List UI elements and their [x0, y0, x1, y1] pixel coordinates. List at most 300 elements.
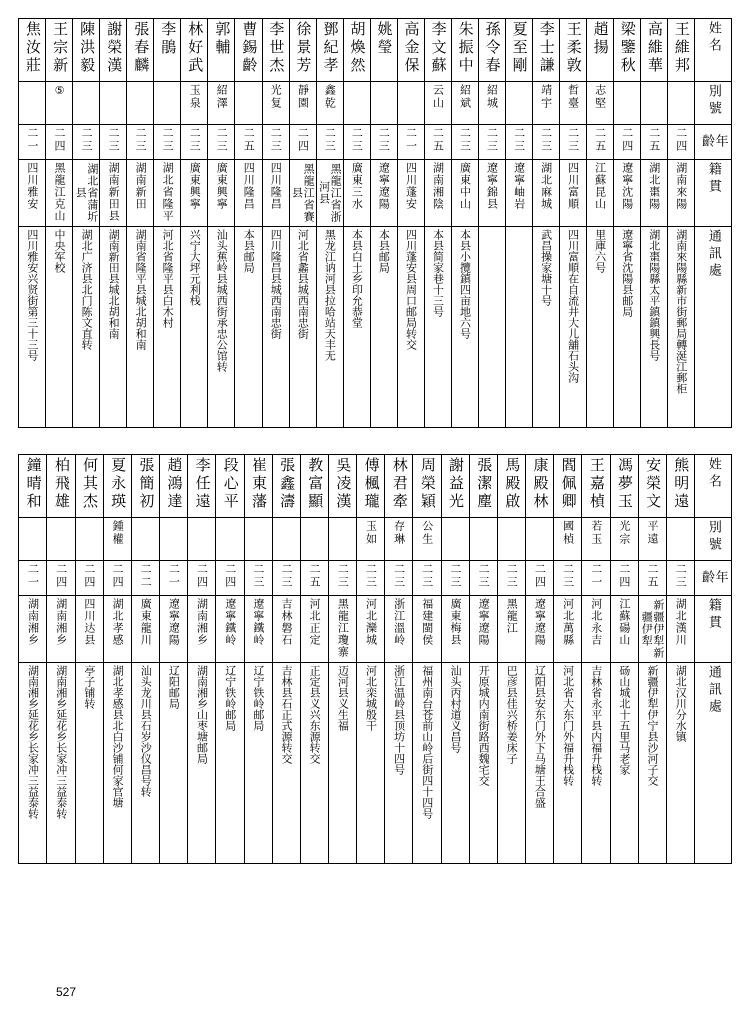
address-text: 里庫六号	[593, 229, 607, 273]
row-header-label: 年齡	[699, 569, 728, 587]
age-text: 二三	[364, 563, 378, 589]
row-header-age	[695, 125, 732, 160]
cell-native	[188, 596, 216, 663]
cell-age	[638, 561, 666, 596]
cell-address	[127, 227, 154, 428]
cell-alias	[75, 518, 103, 561]
name-text: 李士謙	[537, 21, 556, 75]
cell-name	[586, 19, 613, 82]
row-address	[19, 227, 732, 428]
cell-alias	[343, 82, 370, 125]
cell-address	[343, 227, 370, 428]
native-text: 湖北孝感	[111, 598, 125, 646]
row-header-alias	[695, 82, 732, 125]
age-text: 二三	[392, 563, 406, 589]
name-text: 曹錫齡	[240, 21, 259, 75]
cell-age	[100, 125, 127, 160]
native-text: 四川富順	[566, 162, 580, 210]
cell-address	[610, 663, 638, 864]
cell-name	[343, 19, 370, 82]
cell-address	[73, 227, 100, 428]
cell-age	[272, 561, 300, 596]
cell-name	[235, 19, 262, 82]
name-text: 謝益光	[447, 457, 466, 511]
age-text: 二三	[251, 563, 265, 589]
native-text: 四川隆昌	[242, 162, 256, 210]
alias-text: 光复	[269, 84, 283, 110]
cell-name	[638, 455, 666, 518]
cell-address	[478, 227, 505, 428]
native-text: 江蘇碭山	[617, 598, 631, 646]
cell-alias	[469, 518, 497, 561]
cell-alias	[582, 518, 610, 561]
native-text: 遼寧遼陽	[477, 598, 491, 646]
native-text: 湖南湘乡	[26, 598, 40, 646]
cell-name	[370, 19, 397, 82]
row-header-name	[695, 19, 732, 82]
cell-native	[554, 596, 582, 663]
cell-address	[397, 227, 424, 428]
cell-age	[19, 125, 46, 160]
cell-address	[505, 227, 532, 428]
cell-native	[497, 596, 525, 663]
cell-alias	[272, 518, 300, 561]
name-text: 周榮穎	[418, 457, 437, 511]
cell-name	[328, 455, 356, 518]
cell-age	[19, 561, 47, 596]
cell-age	[385, 561, 413, 596]
cell-age	[666, 561, 694, 596]
alias-text: 鑫乾	[323, 84, 337, 110]
name-text: 趙鴻達	[165, 457, 184, 511]
address-text: 河北省大东门外福升栈转	[561, 665, 575, 786]
age-text: 二四	[674, 127, 688, 153]
cell-age	[131, 561, 159, 596]
native-text: 遼寧遼陽	[377, 162, 391, 210]
alias-text: 若玉	[589, 520, 603, 546]
cell-native	[586, 160, 613, 227]
cell-alias	[497, 518, 525, 561]
native-text: 吉林磐石	[280, 598, 294, 646]
cell-native	[289, 160, 316, 227]
cell-name	[289, 19, 316, 82]
cell-age	[103, 561, 131, 596]
cell-name	[554, 455, 582, 518]
address-text: 河北栾城殷干	[364, 665, 378, 731]
cell-native	[127, 160, 154, 227]
cell-native	[667, 160, 694, 227]
address-text: 吉林县石正式源转交	[280, 665, 294, 764]
address-text: 中央军校	[53, 229, 67, 273]
alias-text: 光宗	[617, 520, 631, 546]
row-header-label: 別號	[705, 520, 721, 554]
address-text: 湖南湘乡山枣塘邮局	[195, 665, 209, 764]
age-text: 二五	[242, 127, 256, 153]
cell-address	[316, 227, 343, 428]
cell-address	[497, 663, 525, 864]
cell-age	[208, 125, 235, 160]
cell-native	[469, 596, 497, 663]
cell-name	[131, 455, 159, 518]
name-text: 教富顯	[306, 457, 325, 511]
name-text: 鐘晴和	[24, 457, 43, 511]
cell-name	[505, 19, 532, 82]
native-text: 福建閩侯	[420, 598, 434, 646]
age-text: 二三	[561, 563, 575, 589]
cell-address	[441, 663, 469, 864]
cell-alias	[188, 518, 216, 561]
native-text: 黑龍江瓊寨	[336, 598, 350, 658]
records-table-upper	[18, 18, 732, 428]
native-text: 江蘇昆山	[593, 162, 607, 210]
native-text: 廣東龍川	[139, 598, 153, 646]
name-text: 夏至剛	[510, 21, 529, 75]
cell-name	[262, 19, 289, 82]
cell-address	[75, 663, 103, 864]
name-text: 張春麟	[132, 21, 151, 75]
age-text: 二三	[420, 563, 434, 589]
alias-text: ⑤	[53, 84, 67, 99]
cell-name	[640, 19, 667, 82]
name-text: 柏飛雄	[52, 457, 71, 511]
native-text: 湖北麻城	[539, 162, 553, 210]
cell-alias	[328, 518, 356, 561]
cell-alias	[181, 82, 208, 125]
cell-alias	[451, 82, 478, 125]
cell-age	[357, 561, 385, 596]
address-text: 湖北棗陽縣太平鎮鎮興長号	[647, 229, 661, 361]
cell-age	[478, 125, 505, 160]
cell-alias	[667, 82, 694, 125]
cell-name	[385, 455, 413, 518]
cell-alias	[300, 518, 328, 561]
cell-address	[451, 227, 478, 428]
cell-name	[216, 455, 244, 518]
cell-native	[100, 160, 127, 227]
alias-text: 紹澤	[215, 84, 229, 110]
cell-native	[505, 160, 532, 227]
native-text: 遼寧遼陽	[167, 598, 181, 646]
cell-address	[100, 227, 127, 428]
cell-alias	[640, 82, 667, 125]
name-text: 趙揚	[591, 21, 610, 57]
age-text: 二三	[674, 563, 688, 589]
cell-name	[300, 455, 328, 518]
cell-age	[262, 125, 289, 160]
name-text: 馮夢玉	[615, 457, 634, 511]
alias-text: 云山	[431, 84, 445, 110]
native-text: 河北萬縣	[561, 598, 575, 646]
cell-address	[667, 227, 694, 428]
address-text: 福州南台苍前山岭后街四十四号	[420, 665, 434, 819]
native-text: 河北永吉	[589, 598, 603, 646]
row-name	[19, 19, 732, 82]
address-text: 辽阳县安东门外下马塘王合盛	[533, 665, 547, 808]
cell-alias	[262, 82, 289, 125]
cell-alias	[127, 82, 154, 125]
cell-native	[47, 596, 75, 663]
address-text: 湖南來陽縣新市街郵局轉涎江郵柜	[674, 229, 688, 394]
name-text: 高維華	[645, 21, 664, 75]
name-text: 林好武	[186, 21, 205, 75]
age-text: 二一	[26, 563, 40, 589]
native-text: 黑龍江克山	[53, 162, 67, 222]
name-text: 王嘉楨	[587, 457, 606, 511]
cell-alias	[397, 82, 424, 125]
cell-address	[526, 663, 554, 864]
cell-address	[582, 663, 610, 864]
age-text: 二四	[296, 127, 310, 153]
cell-name	[154, 19, 181, 82]
cell-age	[469, 561, 497, 596]
row-header-label: 通訊處	[705, 665, 721, 716]
cell-native	[272, 596, 300, 663]
address-text: 遼寧省沈陽县邮局	[620, 229, 634, 317]
address-text: 巴彦县佳兴桥姜床子	[505, 665, 519, 764]
native-text: 遼寧遼陽	[533, 598, 547, 646]
address-text: 新疆伊犁伊宁县沙河子交	[646, 665, 660, 786]
name-text: 李文蘇	[429, 21, 448, 75]
native-text: 廣東中山	[458, 162, 472, 210]
cell-age	[610, 561, 638, 596]
native-text: 湖南湘乡	[54, 598, 68, 646]
name-text: 徐景芳	[294, 21, 313, 75]
cell-address	[469, 663, 497, 864]
cell-alias	[638, 518, 666, 561]
cell-alias	[216, 518, 244, 561]
cell-name	[160, 455, 188, 518]
age-text: 二三	[448, 563, 462, 589]
cell-age	[181, 125, 208, 160]
address-text: 开原城内南街路西魏宅交	[477, 665, 491, 786]
cell-native	[46, 160, 73, 227]
age-text: 二三	[458, 127, 472, 153]
cell-name	[666, 455, 694, 518]
cell-native	[181, 160, 208, 227]
name-text: 梁鑒秋	[618, 21, 637, 75]
age-text: 二一	[25, 127, 39, 153]
row-native	[19, 160, 732, 227]
cell-address	[357, 663, 385, 864]
cell-age	[667, 125, 694, 160]
cell-age	[188, 561, 216, 596]
cell-age	[316, 125, 343, 160]
alias-text: 靜園	[296, 84, 310, 110]
cell-native	[328, 596, 356, 663]
cell-address	[181, 227, 208, 428]
cell-native	[160, 596, 188, 663]
cell-alias	[160, 518, 188, 561]
age-text: 二四	[82, 563, 96, 589]
native-text: 湖南新田县	[107, 162, 121, 222]
cell-age	[424, 125, 451, 160]
row-address	[19, 663, 732, 864]
row-header-label: 年齡	[699, 133, 728, 151]
address-text: 湖南新田县城北胡和南	[107, 229, 121, 339]
cell-age	[47, 561, 75, 596]
cell-name	[127, 19, 154, 82]
cell-native	[103, 596, 131, 663]
cell-name	[610, 455, 638, 518]
native-text: 湖南來陽	[674, 162, 688, 210]
cell-age	[73, 125, 100, 160]
address-text: 辽宁铁岭邮局	[223, 665, 237, 731]
address-text: 湖南省隆平县城北胡和南	[134, 229, 148, 350]
native-text: 廣東梅县	[448, 598, 462, 646]
cell-native	[613, 160, 640, 227]
row-header-label: 籍貫	[705, 598, 721, 632]
alias-text: 紹城	[485, 84, 499, 110]
cell-address	[19, 663, 47, 864]
cell-name	[424, 19, 451, 82]
address-text: 四川富順在自流井大儿舖石头沟	[566, 229, 580, 383]
cell-address	[586, 227, 613, 428]
cell-address	[640, 227, 667, 428]
address-text: 黑龙江讷河县拉哈站天丰无	[323, 229, 337, 361]
cell-age	[300, 561, 328, 596]
cell-native	[478, 160, 505, 227]
row-header-label: 姓名	[705, 457, 721, 491]
cell-native	[370, 160, 397, 227]
cell-native	[451, 160, 478, 227]
name-text: 鄧紀孝	[321, 21, 340, 75]
address-text: 河北省隆平县白木村	[161, 229, 175, 328]
cell-address	[272, 663, 300, 864]
cell-address	[666, 663, 694, 864]
name-text: 高金保	[402, 21, 421, 75]
age-text: 二三	[512, 127, 526, 153]
address-text: 四川蓬安县周口邮局转交	[404, 229, 418, 350]
native-text: 四川雅安	[25, 162, 39, 210]
cell-age	[75, 561, 103, 596]
address-text: 本县小攬鎮四亩地六号	[458, 229, 472, 339]
alias-text: 哲臺	[566, 84, 580, 110]
cell-name	[413, 455, 441, 518]
address-text: 本县邮局	[377, 229, 391, 273]
name-text: 李任遠	[193, 457, 212, 511]
cell-address	[244, 663, 272, 864]
cell-age	[613, 125, 640, 160]
cell-name	[100, 19, 127, 82]
age-text: 二五	[431, 127, 445, 153]
cell-name	[582, 455, 610, 518]
native-text: 湖北漢川	[674, 598, 688, 646]
cell-alias	[289, 82, 316, 125]
cell-address	[385, 663, 413, 864]
age-text: 二三	[215, 127, 229, 153]
native-text: 湖南湘陰	[431, 162, 445, 210]
row-header-native	[695, 160, 732, 227]
age-text: 二三	[188, 127, 202, 153]
row-header-address	[695, 227, 732, 428]
age-text: 二三	[134, 127, 148, 153]
native-text: 湖南新田	[134, 162, 148, 210]
cell-name	[451, 19, 478, 82]
alias-text: 玉如	[364, 520, 378, 546]
cell-native	[235, 160, 262, 227]
row-name	[19, 455, 732, 518]
page-number: 527	[56, 985, 77, 999]
age-text: 二四	[223, 563, 237, 589]
cell-name	[19, 19, 46, 82]
cell-age	[127, 125, 154, 160]
cell-address	[216, 663, 244, 864]
name-text: 郭輔	[213, 21, 232, 57]
cell-native	[19, 596, 47, 663]
cell-name	[244, 455, 272, 518]
age-text: 二四	[195, 563, 209, 589]
age-text: 二三	[269, 127, 283, 153]
address-text: 迈河县义生福	[336, 665, 350, 731]
cell-alias	[208, 82, 235, 125]
cell-alias	[244, 518, 272, 561]
cell-native	[154, 160, 181, 227]
row-header-native	[695, 596, 732, 663]
native-text: 河北正定	[308, 598, 322, 646]
cell-address	[47, 663, 75, 864]
alias-text: 志堅	[593, 84, 607, 110]
cell-age	[160, 561, 188, 596]
address-text: 辽阳邮局	[167, 665, 181, 709]
cell-address	[328, 663, 356, 864]
cell-name	[532, 19, 559, 82]
row-header-label: 通訊處	[705, 229, 721, 280]
address-text: 亭子铺转	[82, 665, 96, 709]
age-text: 二四	[533, 563, 547, 589]
age-text: 二三	[539, 127, 553, 153]
row-alias	[19, 518, 732, 561]
age-text: 二五	[308, 563, 322, 589]
age-text: 二五	[593, 127, 607, 153]
row-header-label: 籍貫	[705, 162, 721, 196]
cell-alias	[19, 82, 46, 125]
alias-text: 公生	[420, 520, 434, 546]
address-text: 本县邮局	[242, 229, 256, 273]
cell-address	[160, 663, 188, 864]
address-text: 兴宁大坪元利栈	[188, 229, 202, 306]
age-text: 二三	[80, 127, 94, 153]
cell-name	[441, 455, 469, 518]
cell-address	[413, 663, 441, 864]
age-text: 二四	[620, 127, 634, 153]
cell-native	[300, 596, 328, 663]
cell-address	[613, 227, 640, 428]
name-text: 康殿林	[531, 457, 550, 511]
cell-name	[75, 455, 103, 518]
cell-age	[235, 125, 262, 160]
name-text: 王宗新	[51, 21, 70, 75]
cell-alias	[316, 82, 343, 125]
cell-age	[526, 561, 554, 596]
cell-native	[441, 596, 469, 663]
cell-age	[343, 125, 370, 160]
cell-native	[424, 160, 451, 227]
cell-name	[19, 455, 47, 518]
native-text: 遼寧鐵岭	[223, 598, 237, 646]
native-text: 浙江溫岭	[392, 598, 406, 646]
row-header-name	[695, 455, 732, 518]
cell-native	[640, 160, 667, 227]
cell-native	[19, 160, 46, 227]
cell-age	[505, 125, 532, 160]
native-text: 河北灤城	[364, 598, 378, 646]
name-text: 馬殿啟	[503, 457, 522, 511]
age-text: 二五	[647, 127, 661, 153]
cell-alias	[441, 518, 469, 561]
address-text: 湖南湘乡延花乡长家冲三益泰转	[26, 665, 40, 819]
address-text: 湖北汉川分水镇	[674, 665, 688, 742]
cell-name	[181, 19, 208, 82]
